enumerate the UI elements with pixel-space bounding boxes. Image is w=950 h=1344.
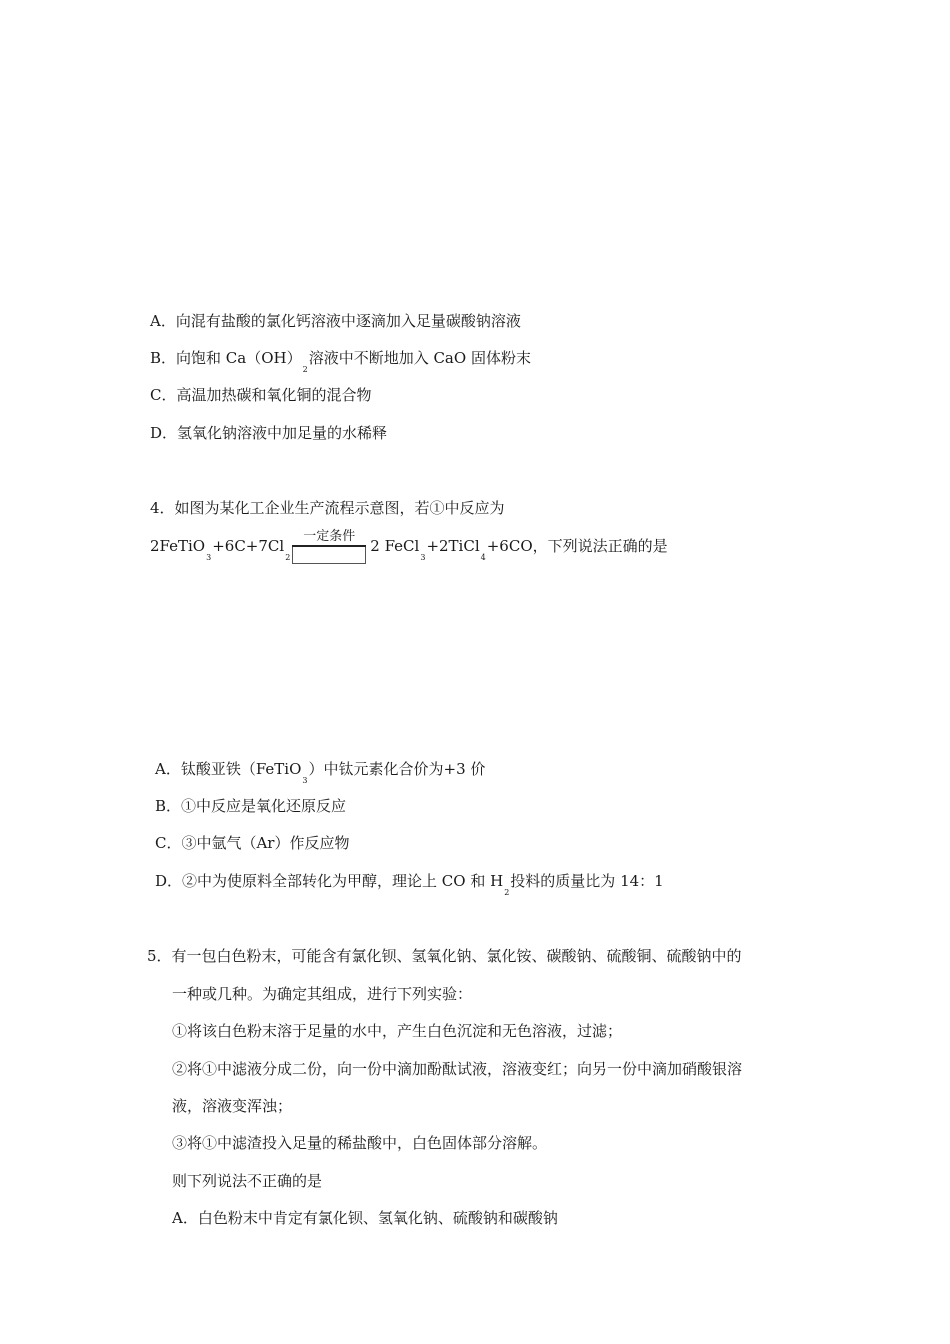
q3-option-d: D．氢氧化钠溶液中加足量的水稀释	[150, 424, 388, 442]
q4-stem: 4．如图为某化工企业生产流程示意图，若①中反应为	[150, 499, 505, 517]
q4-equation	[150, 529, 668, 570]
q5-step2-line1: ②将①中滤液分成二份，向一份中滴加酚酞试液，溶液变红；向另一份中滴加硝酸银溶	[172, 1060, 743, 1078]
subscript: 3	[302, 776, 308, 785]
q3-option-c: C．高温加热碳和氧化铜的混合物	[150, 386, 372, 404]
eq-term: +6C+7Cl	[212, 537, 285, 555]
q5-stem-line1: 5．有一包白色粉末，可能含有氯化钡、氢氧化钠、氯化铵、碳酸钠、硫酸铜、硫酸钠中的	[147, 947, 742, 965]
q4-option-a-text-2: ）中钛元素化合价为+3 价	[308, 760, 486, 778]
q4-option-d-text: D．②中为使原料全部转化为甲醇，理论上 CO 和 H	[155, 872, 504, 890]
q4-option-d-text-2: 投料的质量比为 14：1	[510, 872, 664, 890]
q5-step1: ①将该白色粉末溶于足量的水中，产生白色沉淀和无色溶液，过滤；	[172, 1022, 623, 1040]
eq-term: 2FeTiO	[150, 537, 206, 555]
subscript: 2	[285, 553, 291, 562]
subscript: 3	[206, 553, 212, 562]
q5-step3: ③将①中滤渣投入足量的稀盐酸中，白色固体部分溶解。	[172, 1134, 548, 1152]
reaction-condition-arrow	[292, 530, 366, 564]
q5-step2-line2: 液，溶液变浑浊；	[172, 1097, 293, 1115]
subscript: 4	[480, 553, 486, 562]
q5-question: 则下列说法不正确的是	[172, 1172, 323, 1190]
eq-term: 2 FeCl	[370, 537, 420, 555]
q4-option-d	[155, 871, 664, 897]
q3-option-b-text: B．向饱和 Ca（OH）	[150, 349, 302, 367]
q4-option-b: B．①中反应是氧化还原反应	[155, 797, 347, 815]
eq-term: +2TiCl	[426, 537, 480, 555]
q5-option-a: A．白色粉末中肯定有氯化钡、氢氧化钠、硫酸钠和碳酸钠	[172, 1209, 558, 1227]
q3-option-b	[150, 348, 531, 374]
subscript: 2	[504, 888, 510, 897]
q4-option-c: C．③中氩气（Ar）作反应物	[155, 834, 350, 852]
subscript: 3	[420, 553, 426, 562]
reaction-condition-label: 一定条件	[292, 529, 366, 545]
q4-option-a	[155, 759, 486, 785]
q4-option-a-text: A．钛酸亚铁（FeTiO	[155, 760, 302, 778]
eq-term: +6CO，下列说法正确的是	[486, 537, 668, 555]
q3-option-b-text-2: 溶液中不断地加入 CaO 固体粉末	[308, 349, 531, 367]
subscript: 2	[302, 365, 308, 374]
q5-stem-line2: 一种或几种。为确定其组成，进行下列实验：	[172, 985, 473, 1003]
q3-option-a: A．向混有盐酸的氯化钙溶液中逐滴加入足量碳酸钠溶液	[150, 312, 521, 330]
